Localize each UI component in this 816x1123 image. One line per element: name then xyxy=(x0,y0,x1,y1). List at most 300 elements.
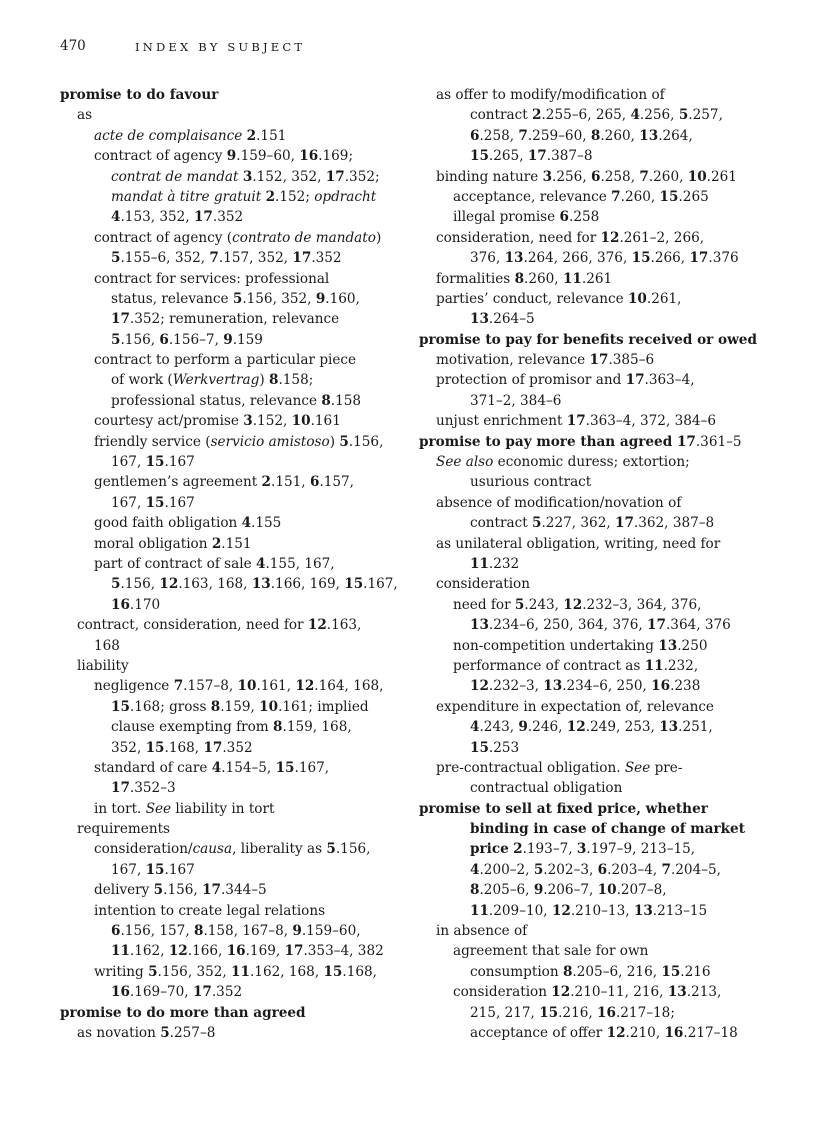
entry-text: good faith obligation xyxy=(94,515,242,532)
entry-text: unjust enrichment xyxy=(436,413,567,430)
entry-text: .154–5, xyxy=(221,759,276,776)
entry-text: .152, xyxy=(252,413,292,430)
entry-text: in absence of xyxy=(436,923,528,940)
entry-text: 215, 217, xyxy=(470,1004,540,1021)
volume-number: 12 xyxy=(606,1024,626,1041)
entry-text: .238 xyxy=(670,678,701,695)
index-entry xyxy=(60,105,410,125)
volume-number: 12 xyxy=(566,719,586,736)
volume-number: 4 xyxy=(630,107,640,124)
volume-number: 7 xyxy=(209,250,219,267)
entry-text: .261 xyxy=(581,270,613,287)
index-heading xyxy=(60,1003,410,1023)
entry-text: .257, xyxy=(688,107,723,124)
volume-number: 5 xyxy=(111,331,121,348)
volume-number: 8 xyxy=(590,127,601,144)
entry-text: .256, xyxy=(552,168,591,185)
entry-text: agreement that sale for own xyxy=(453,943,649,960)
entry-text: .234–6, 250, 364, 376, xyxy=(488,617,648,634)
entry-text: usurious contract xyxy=(470,474,592,491)
entry-text: .361–5 xyxy=(695,433,742,450)
index-entry xyxy=(419,146,769,166)
entry-text: .152, 352, xyxy=(252,168,326,185)
volume-number: 10 xyxy=(597,882,617,899)
entry-text: .162, xyxy=(129,943,169,960)
index-entry xyxy=(60,901,410,921)
index-entry xyxy=(419,860,769,880)
entry-text: 167, xyxy=(111,494,146,511)
entry-text: .167 xyxy=(164,861,195,878)
entry-text: economic duress; extortion; xyxy=(493,454,690,471)
index-entry xyxy=(60,819,410,839)
volume-number: 3 xyxy=(243,413,253,430)
italic-term: servicio amistoso xyxy=(210,433,330,450)
volume-number: 17 xyxy=(676,433,696,450)
index-heading xyxy=(419,799,769,819)
volume-number: 8 xyxy=(268,372,279,389)
volume-number: 9 xyxy=(226,148,237,165)
volume-number: 13 xyxy=(633,902,653,919)
entry-text: .152; xyxy=(275,188,315,205)
entry-text: .200–2, xyxy=(479,861,534,878)
volume-number: 3 xyxy=(542,168,553,185)
volume-number: 17 xyxy=(284,943,304,960)
entry-text: .255–6, 265, xyxy=(541,107,631,124)
entry-text: in tort. xyxy=(94,800,146,817)
volume-number: 17 xyxy=(614,515,634,532)
entry-text: .257–8 xyxy=(169,1024,216,1041)
volume-number: 16 xyxy=(111,984,130,1001)
entry-text: .243, xyxy=(524,596,564,613)
volume-number: 2 xyxy=(532,107,542,124)
volume-number: 3 xyxy=(242,168,253,185)
index-entry xyxy=(60,472,410,492)
volume-number: 6 xyxy=(159,331,169,348)
index-heading xyxy=(419,330,769,350)
volume-number: 12 xyxy=(168,943,188,960)
entry-text: parties’ conduct, relevance xyxy=(436,290,628,307)
index-entry xyxy=(419,269,769,289)
index-entry xyxy=(419,921,769,941)
volume-number: 13 xyxy=(667,984,687,1001)
index-column-right xyxy=(419,85,769,1043)
entry-text: .155, 167, xyxy=(265,555,335,572)
entry-text: .362, 387–8 xyxy=(633,515,715,532)
entry-text: .210, xyxy=(625,1024,665,1041)
index-entry xyxy=(419,778,769,798)
entry-text: as xyxy=(77,107,93,124)
entry-text: ) xyxy=(259,372,269,389)
entry-text: .160, xyxy=(325,290,360,307)
volume-number: 9 xyxy=(533,882,544,899)
entry-text: .261, xyxy=(646,290,682,307)
entry-text: 376, xyxy=(470,250,505,267)
entry-text: .246, xyxy=(527,719,567,736)
entry-text: .157–8, xyxy=(183,678,238,695)
entry-text: .164, 168, xyxy=(314,678,384,695)
index-entry xyxy=(60,126,410,146)
volume-number: 15 xyxy=(145,739,165,756)
entry-text: .213, xyxy=(686,984,722,1001)
entry-text: .159–60, xyxy=(301,923,361,940)
entry-text: .256, xyxy=(639,107,679,124)
volume-number: 12 xyxy=(470,678,489,695)
entry-text: negligence xyxy=(94,678,174,695)
page-number: 470 xyxy=(60,38,86,54)
index-entry xyxy=(419,350,769,370)
entry-text: .213–15 xyxy=(652,902,708,919)
entry-text: .261 xyxy=(706,168,737,185)
entry-text: 352, xyxy=(111,739,146,756)
entry-text: .156, xyxy=(163,882,203,899)
entry-text: .266, xyxy=(650,250,690,267)
index-entry xyxy=(60,799,410,819)
index-entry xyxy=(419,676,769,696)
volume-number: 10 xyxy=(237,678,257,695)
volume-number: 17 xyxy=(647,617,666,634)
index-entry xyxy=(60,289,410,309)
volume-number: 6 xyxy=(590,168,601,185)
entry-text: .216 xyxy=(680,963,711,980)
entry-text: promise to do favour xyxy=(60,87,219,103)
index-entry xyxy=(60,452,410,472)
entry-text: .167, xyxy=(363,576,398,593)
volume-number: 11 xyxy=(644,657,664,674)
index-entry xyxy=(60,350,410,370)
entry-text: .232–3, 364, 376, xyxy=(582,596,702,613)
volume-number: 2 xyxy=(261,474,272,491)
volume-number: 17 xyxy=(325,168,345,185)
index-entry xyxy=(419,207,769,227)
italic-term: mandat à titre gratuit xyxy=(111,188,262,205)
entry-text: contract to perform a particular piece xyxy=(94,352,357,369)
entry-text: .166, xyxy=(187,943,227,960)
entry-text: pre- xyxy=(650,759,683,776)
entry-text: 167, xyxy=(111,454,146,471)
volume-number: 5 xyxy=(111,576,121,593)
entry-text: absence of modification/novation of xyxy=(436,494,682,511)
index-entry xyxy=(60,228,410,248)
volume-number: 15 xyxy=(631,250,651,267)
index-entry xyxy=(60,269,410,289)
volume-number: 4 xyxy=(241,515,252,532)
entry-text: .387–8 xyxy=(546,148,593,165)
entry-text: .209–10, xyxy=(488,902,552,919)
index-entry xyxy=(419,452,769,472)
entry-text: as unilateral obligation, writing, need for xyxy=(436,535,721,552)
entry-text: .243, xyxy=(479,719,519,736)
volume-number: 5 xyxy=(111,250,121,267)
entry-text: courtesy act/promise xyxy=(94,413,244,430)
volume-number: 4 xyxy=(211,759,222,776)
volume-number: 11 xyxy=(470,555,489,572)
index-entry xyxy=(60,676,410,696)
entry-text: standard of care xyxy=(94,759,212,776)
index-entry xyxy=(419,126,769,146)
entry-text: contract, consideration, need for xyxy=(77,617,308,634)
entry-text: .159–60, xyxy=(236,148,300,165)
italic-term: causa xyxy=(192,841,233,858)
index-entry xyxy=(419,941,769,961)
entry-text: promise to sell at fixed price, whether xyxy=(419,800,708,817)
entry-text: .202–3, xyxy=(543,861,598,878)
entry-text: .170 xyxy=(129,596,161,613)
index-entry xyxy=(419,697,769,717)
volume-number: 13 xyxy=(658,637,678,654)
index-entry xyxy=(419,309,769,329)
volume-number: 12 xyxy=(551,984,571,1001)
volume-number: 5 xyxy=(153,882,164,899)
entry-text: motivation, relevance xyxy=(436,352,590,369)
index-entry xyxy=(60,1023,410,1043)
volume-number: 16 xyxy=(226,943,246,960)
entry-text: contractual obligation xyxy=(470,780,623,797)
entry-text: part of contract of sale xyxy=(94,555,256,572)
entry-text: .204–5, xyxy=(670,861,721,878)
index-entry xyxy=(60,513,410,533)
entry-text: intention to create legal relations xyxy=(94,902,326,919)
volume-number: 17 xyxy=(689,250,709,267)
entry-text: .205–6, 216, xyxy=(572,963,662,980)
entry-text: .169–70, xyxy=(129,984,193,1001)
volume-number: 5 xyxy=(339,433,349,450)
entry-text: .158, 167–8, xyxy=(203,923,293,940)
entry-text: moral obligation xyxy=(94,535,212,552)
volume-number: 16 xyxy=(299,148,319,165)
entry-text: 371–2, 384–6 xyxy=(470,392,562,409)
volume-number: 17 xyxy=(202,882,221,899)
volume-number: 8 xyxy=(470,882,480,899)
volume-number: 9 xyxy=(518,719,528,736)
entry-text: status, relevance xyxy=(111,290,233,307)
entry-text: .156–7, xyxy=(168,331,224,348)
volume-number: 15 xyxy=(145,454,165,471)
volume-number: 12 xyxy=(159,576,179,593)
volume-number: 13 xyxy=(639,127,659,144)
entry-text: .217–18; xyxy=(615,1004,675,1021)
entry-text: .203–4, xyxy=(607,861,662,878)
volume-number: 16 xyxy=(597,1004,616,1021)
entry-text: .155–6, 352, xyxy=(120,250,210,267)
index-entry xyxy=(419,105,769,125)
entry-text: .261–2, 266, xyxy=(619,229,705,246)
index-heading xyxy=(419,432,769,452)
index-entry xyxy=(60,880,410,900)
index-entry xyxy=(419,574,769,594)
volume-number: 6 xyxy=(309,474,320,491)
volume-number: 15 xyxy=(344,576,364,593)
entry-text: .206–7, xyxy=(543,882,598,899)
index-entry xyxy=(419,595,769,615)
volume-number: 15 xyxy=(145,494,165,511)
entry-text: contract for services: professional xyxy=(94,270,330,287)
entry-text: writing xyxy=(94,963,149,980)
volume-number: 16 xyxy=(664,1024,684,1041)
index-entry xyxy=(419,472,769,492)
index-entry xyxy=(419,248,769,268)
entry-text: .232, xyxy=(663,657,699,674)
volume-number: 15 xyxy=(470,148,489,165)
entry-text: .156, 157, xyxy=(120,923,194,940)
entry-text: .352 xyxy=(211,984,243,1001)
entry-text: .167 xyxy=(164,494,195,511)
entry-text: friendly service ( xyxy=(94,433,211,450)
volume-number: 13 xyxy=(659,719,679,736)
volume-number: 11 xyxy=(470,902,489,919)
index-entry xyxy=(419,289,769,309)
entry-text: binding nature xyxy=(436,168,543,185)
entry-text: .151 xyxy=(256,127,287,144)
entry-text: .352 xyxy=(212,209,244,226)
volume-number: 6 xyxy=(111,923,121,940)
entry-text: binding in case of change of market xyxy=(470,821,745,838)
index-entry xyxy=(60,411,410,431)
entry-text: consumption xyxy=(470,963,563,980)
entry-text: as offer to modify/modification of xyxy=(436,87,665,103)
entry-text: , liberality as xyxy=(232,841,327,858)
running-title: INDEX BY SUBJECT xyxy=(135,40,306,54)
entry-text: .205–6, xyxy=(479,882,534,899)
entry-text: .156, 352, xyxy=(242,290,316,307)
volume-number: 2 xyxy=(513,841,523,858)
entry-text: .353–4, 382 xyxy=(303,943,384,960)
index-entry xyxy=(419,513,769,533)
volume-number: 4 xyxy=(255,555,266,572)
entry-text: .249, 253, xyxy=(585,719,660,736)
volume-number: 5 xyxy=(678,107,689,124)
volume-number: 12 xyxy=(295,678,315,695)
volume-number: 4 xyxy=(470,719,480,736)
entry-text: .151 xyxy=(221,535,252,552)
volume-number: 8 xyxy=(514,270,525,287)
volume-number: 9 xyxy=(223,331,233,348)
entry-text: .258 xyxy=(569,209,600,226)
index-entry xyxy=(60,167,410,187)
volume-number: 13 xyxy=(470,617,489,634)
entry-text: .159, 168, xyxy=(282,719,352,736)
index-entry xyxy=(60,697,410,717)
index-entry xyxy=(419,615,769,635)
entry-text: .156, xyxy=(120,331,160,348)
volume-number: 15 xyxy=(111,698,130,715)
volume-number: 10 xyxy=(259,698,279,715)
volume-number: 13 xyxy=(470,311,489,328)
index-entry xyxy=(60,309,410,329)
entry-text: acceptance of offer xyxy=(470,1024,607,1041)
entry-text: .260, xyxy=(620,188,660,205)
volume-number: 16 xyxy=(651,678,671,695)
italic-term: See also xyxy=(436,454,494,471)
entry-text: .258, xyxy=(479,127,519,144)
entry-text: as novation xyxy=(77,1024,161,1041)
volume-number: 17 xyxy=(192,984,212,1001)
volume-number: 5 xyxy=(514,596,525,613)
index-entry xyxy=(419,982,769,1002)
entry-text: expenditure in expectation of, relevance xyxy=(436,698,714,715)
index-entry xyxy=(60,391,410,411)
volume-number: 7 xyxy=(173,678,184,695)
entry-text: .232–3, xyxy=(488,678,544,695)
index-entry xyxy=(419,717,769,737)
volume-number: 10 xyxy=(627,290,647,307)
volume-number: 10 xyxy=(687,168,707,185)
entry-text: .216, xyxy=(558,1004,598,1021)
index-entry xyxy=(60,778,410,798)
index-entry xyxy=(60,534,410,554)
volume-number: 5 xyxy=(533,861,544,878)
index-entry xyxy=(60,370,410,390)
volume-number: 12 xyxy=(563,596,583,613)
entry-text: acceptance, relevance xyxy=(453,188,612,205)
entry-text: .363–4, 372, 384–6 xyxy=(585,413,716,430)
volume-number: 4 xyxy=(470,861,480,878)
entry-text: .169, xyxy=(245,943,285,960)
entry-text: .250 xyxy=(677,637,708,654)
volume-number: 9 xyxy=(315,290,326,307)
volume-number: 7 xyxy=(518,127,528,144)
volume-number: 11 xyxy=(562,270,582,287)
entry-text: .161, xyxy=(256,678,296,695)
index-entry xyxy=(60,636,410,656)
volume-number: 15 xyxy=(275,759,295,776)
index-entry xyxy=(419,738,769,758)
entry-text: .156, 352, xyxy=(157,963,232,980)
entry-text: .162, 168, xyxy=(249,963,324,980)
index-entry xyxy=(60,493,410,513)
volume-number: price xyxy=(470,841,509,858)
entry-text: gentlemen’s agreement xyxy=(94,474,262,491)
volume-number: 2 xyxy=(265,188,276,205)
entry-text: .253 xyxy=(488,739,520,756)
entry-text: pre-contractual obligation. xyxy=(436,759,625,776)
index-entry xyxy=(60,921,410,941)
entry-text: .260, xyxy=(524,270,563,287)
entry-text: .265 xyxy=(678,188,709,205)
entry-text: .155 xyxy=(251,515,282,532)
volume-number: 13 xyxy=(543,678,563,695)
volume-number: 12 xyxy=(551,902,571,919)
index-entry xyxy=(60,941,410,961)
volume-number: 17 xyxy=(203,739,223,756)
entry-text: .210–13, xyxy=(570,902,634,919)
volume-number: 8 xyxy=(193,923,204,940)
italic-term: contrat de mandat xyxy=(111,168,239,185)
entry-text: .156, xyxy=(348,433,384,450)
index-entry xyxy=(419,1003,769,1023)
volume-number: 4 xyxy=(111,209,121,226)
volume-number: 5 xyxy=(232,290,243,307)
entry-text: .168; gross xyxy=(129,698,211,715)
index-entry xyxy=(419,167,769,187)
index-entry xyxy=(60,207,410,227)
volume-number: 15 xyxy=(661,963,681,980)
entry-text: requirements xyxy=(77,821,171,838)
entry-text: .344–5 xyxy=(220,882,267,899)
index-entry xyxy=(60,717,410,737)
entry-text: .157, 352, xyxy=(218,250,293,267)
index-entry xyxy=(419,901,769,921)
volume-number: 2 xyxy=(211,535,222,552)
index-entry xyxy=(419,187,769,207)
entry-text: .352–3 xyxy=(129,780,176,797)
volume-number: 17 xyxy=(292,250,312,267)
index-entry xyxy=(60,839,410,859)
index-entry xyxy=(60,554,410,574)
volume-number: 15 xyxy=(659,188,679,205)
volume-number: 3 xyxy=(576,841,587,858)
volume-number: 8 xyxy=(273,719,283,736)
entry-text: .168, xyxy=(342,963,377,980)
